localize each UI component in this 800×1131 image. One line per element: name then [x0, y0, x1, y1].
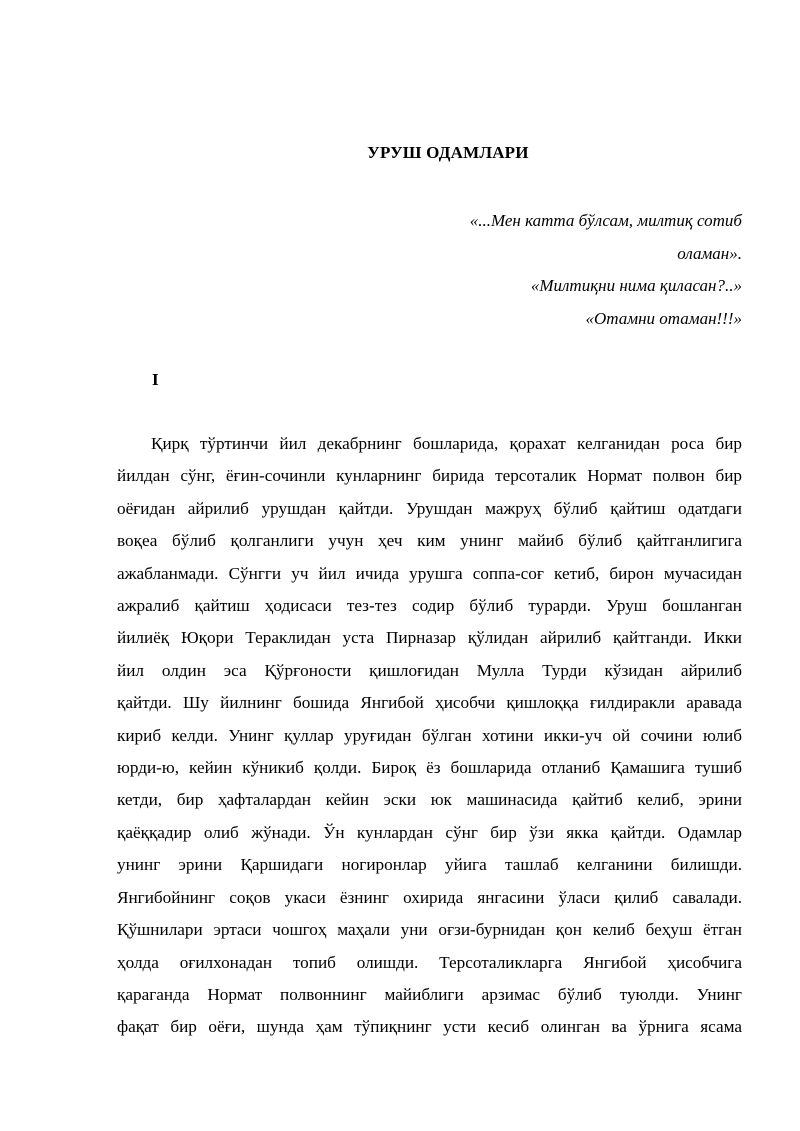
paragraph-line: Қирқ тўртинчи йил декабрнинг бошларида, қорахат келганидан роса бир	[151, 434, 742, 453]
paragraph-line: ажралиб қайтиш ҳодисаси тез-тез содир бўлиб турарди. Уруш бошланган	[117, 596, 742, 616]
epigraph	[412, 205, 742, 335]
paragraph-line: ҳолда оғилхонадан топиб олишди. Терсоталикларга Янгибой ҳисобчига	[117, 952, 742, 972]
paragraph-line: йилдан сўнг, ёғин-сочинли кунларнинг бирида терсоталик Нормат полвон бир	[117, 466, 742, 486]
paragraph-line: Қўшнилари эртаси чошгоҳ маҳали уни оғзи-бурнидан қон келиб беҳуш ётган	[117, 920, 742, 940]
paragraph-line: Янгибойнинг соқов укаси ёзнинг охирида янгасини ўласи қилиб савалади.	[117, 887, 742, 907]
paragraph-line: воқеа бўлиб қолганлиги учун ҳеч ким унинг майиб бўлиб қайтганлигига	[117, 531, 742, 551]
paragraph-line: қаёққадир олиб жўнади. Ўн кунлардан сўнг бир ўзи якка қайтди. Одамлар	[117, 822, 742, 842]
paragraph-line: қараганда Нормат полвоннинг майиблиги арзимас бўлиб туюлди. Унинг	[117, 984, 742, 1004]
paragraph-line: оёғидан айрилиб урушдан қайтди. Урушдан мажруҳ бўлиб қайтиш одатдаги	[117, 498, 742, 518]
paragraph-line: унинг эрини Қаршидаги ногиронлар уйига ташлаб келганини билишди.	[117, 855, 742, 875]
paragraph-line: кетди, бир ҳафталардан кейин эски юк машинасида қайтиб келиб, эрини	[117, 790, 742, 810]
paragraph-line: қайтди. Шу йилнинг бошида Янгибой ҳисобчи қишлоққа ғилдиракли аравада	[117, 693, 742, 713]
epigraph-line: оламан».	[677, 243, 742, 263]
paragraph-line: фақат бир оёғи, шунда ҳам тўпиқнинг усти кесиб олинган ва ўрнига ясама	[117, 1017, 742, 1037]
chapter-number: I	[152, 370, 159, 389]
epigraph-line: «Милтиқни нима қиласан?..»	[530, 276, 742, 295]
epigraph-line: «Отамни отаман!!!»	[585, 308, 742, 328]
paragraph-line: йилиёқ Юқори Тераклидан уста Пирназар қўлидан айрилиб қайтганди. Икки	[117, 628, 742, 648]
paragraph-line: ажабланмади. Сўнгги уч йил ичида урушга соппа-соғ кетиб, бирон мучасидан	[117, 563, 742, 583]
body-paragraph	[117, 428, 742, 1044]
document-title: УРУШ ОДАМЛАРИ	[367, 143, 529, 162]
paragraph-line: йил олдин эса Қўрғоности қишлоғидан Мулла Турди кўзидан айрилиб	[117, 660, 742, 680]
epigraph-line: «...Мен катта бўлсам, милтиқ сотиб	[469, 211, 742, 230]
paragraph-line: кириб келди. Унинг қуллар уруғидан бўлган хотини икки-уч ой сочини юлиб	[117, 725, 742, 745]
paragraph-line: юрди-ю, кейин кўникиб қолди. Бироқ ёз бошларида отланиб Қамашига тушиб	[117, 758, 742, 778]
